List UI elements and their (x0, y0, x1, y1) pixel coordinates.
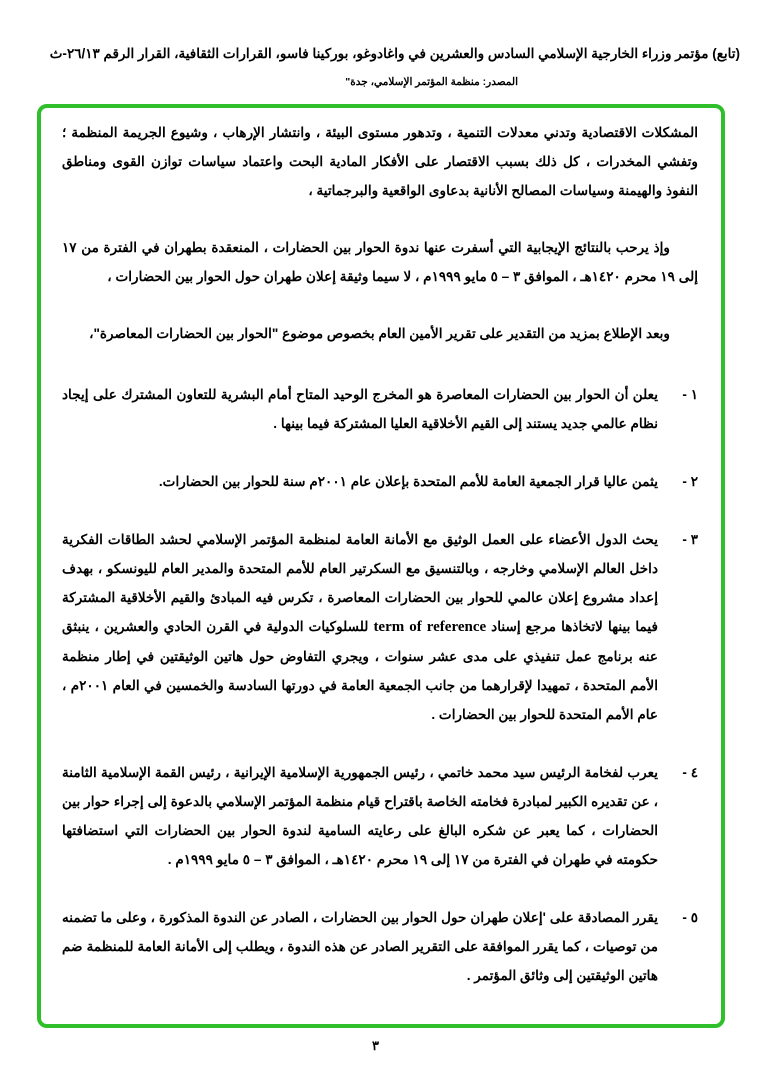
resolution-item-4 (62, 758, 698, 874)
item-text (62, 525, 658, 729)
item-number: ٣ - (682, 532, 698, 547)
resolution-item-3 (62, 525, 698, 729)
item-number: ١ - (682, 387, 698, 402)
item-text: يثمن عاليا قرار الجمعية العامة للأمم المتحدة بإعلان عام ٢٠٠١م سنة للحوار بين الحضارات. (158, 474, 658, 489)
english-term: term of reference (373, 619, 487, 635)
document-source: المصدر: منظمة المؤتمر الإسلامي، جدة" (345, 76, 518, 88)
page-number: ٣ (372, 1038, 379, 1053)
paragraph-problems: المشكلات الاقتصادية وتدني معدلات التنمية ، وتدهور مستوى البيئة ، وانتشار الإرهاب ، وشيوع الجريمة المنظمة ؛ وتفشي المخدرات ، كل ذلك بسبب الاقتصار على الأفكار المادية البحت واعتماد سياسات توازن القوى ومناطق النفوذ والهيمنة وسياسات المصالح الأنانية بدعاوى الواقعية والبرجماتية ، (62, 125, 698, 198)
item-text-part-b: للسلوكيات الدولية في القرن الحادي والعشرين ، ينبثق عنه برنامج عمل تنفيذي على مدى عشر سنوات ، ويجري التفاوض حول هاتين الوثيقتين في إطار منظمة الأمم المتحدة ، تمهيدا لإقرارهما من جانب الجمعية العامة في دورتها السادسة والخمسين في العام ٢٠٠١م ، عام الأمم المتحدة للحوار بين الحضارات . (62, 619, 658, 722)
paragraph-report: وبعد الإطلاع بمزيد من التقدير على تقرير الأمين العام بخصوص موضوع "الحوار بين الحضارات المعاصرة"، (89, 326, 670, 341)
resolution-item-1 (62, 380, 698, 438)
document-header-title: (تابع) مؤتمر وزراء الخارجية الإسلامي السادس والعشرين في واغادوغو، بوركينا فاسو، القرارات الثقافية، القرار الرقم ٢٦/١٣-ث (49, 46, 740, 61)
paragraph-welcomes: وإذ يرحب بالنتائج الإيجابية التي أسفرت عنها ندوة الحوار بين الحضارات ، المنعقدة بطهران في الفترة من ١٧ إلى ١٩ محرم ١٤٢٠هـ ، الموافق ٣ – ٥ مايو ١٩٩٩م ، لا سيما وثيقة إعلان طهران حول الحوار بين الحضارات ، (62, 240, 698, 284)
item-number: ٤ - (682, 765, 698, 780)
item-number: ٥ - (682, 910, 698, 925)
resolution-item-5 (62, 903, 698, 990)
item-text: يعرب لفخامة الرئيس سيد محمد خاتمي ، رئيس الجمهورية الإسلامية الإيرانية ، رئيس القمة الإسلامية الثامنة ، عن تقديره الكبير لمبادرة فخامته الخاصة باقتراح قيام منظمة المؤتمر الإسلامي بالدعوة إلى إجراء حوار بين الحضارات ، كما يعبر عن شكره البالغ على رعايته السامية لندوة الحوار بين الحضارات التي استضافتها حكومته في طهران في الفترة من ١٧ إلى ١٩ محرم ١٤٢٠هـ ، الموافق ٣ – ٥ مايو ١٩٩٩م . (62, 765, 658, 867)
item-text-part-a: يحث الدول الأعضاء على العمل الوثيق مع الأمانة العامة لمنظمة المؤتمر الإسلامي لحشد الطاقات الفكرية داخل العالم الإسلامي وخارجه ، وبالتنسيق مع السكرتير العام للأمم المتحدة والمدير العام لليونسكو ، بهدف إعداد مشروع إعلان عالمي للحوار بين الحضارات المعاصرة ، تكرس فيه المبادئ والقيم الأخلاقية المشتركة فيما بينها لاتخاذها مرجع إسناد (62, 532, 658, 634)
document-body (62, 118, 698, 1019)
item-text: يقرر المصادقة على 'إعلان طهران حول الحوار بين الحضارات ، الصادر عن الندوة المذكورة ، وعلى ما تضمنه من توصيات ، كما يقرر الموافقة على التقرير الصادر عن هذه الندوة ، ويطلب إلى الأمانة العامة للمنظمة ضم هاتين الوثيقتين إلى وثائق المؤتمر . (62, 910, 658, 983)
item-number: ٢ - (682, 474, 698, 489)
item-text: يعلن أن الحوار بين الحضارات المعاصرة هو المخرج الوحيد المتاح أمام البشرية للتعاون المشترك على إيجاد نظام عالمي جديد يستند إلى القيم الأخلاقية العليا المشتركة فيما بينها . (62, 387, 658, 431)
resolution-item-2 (62, 467, 698, 496)
